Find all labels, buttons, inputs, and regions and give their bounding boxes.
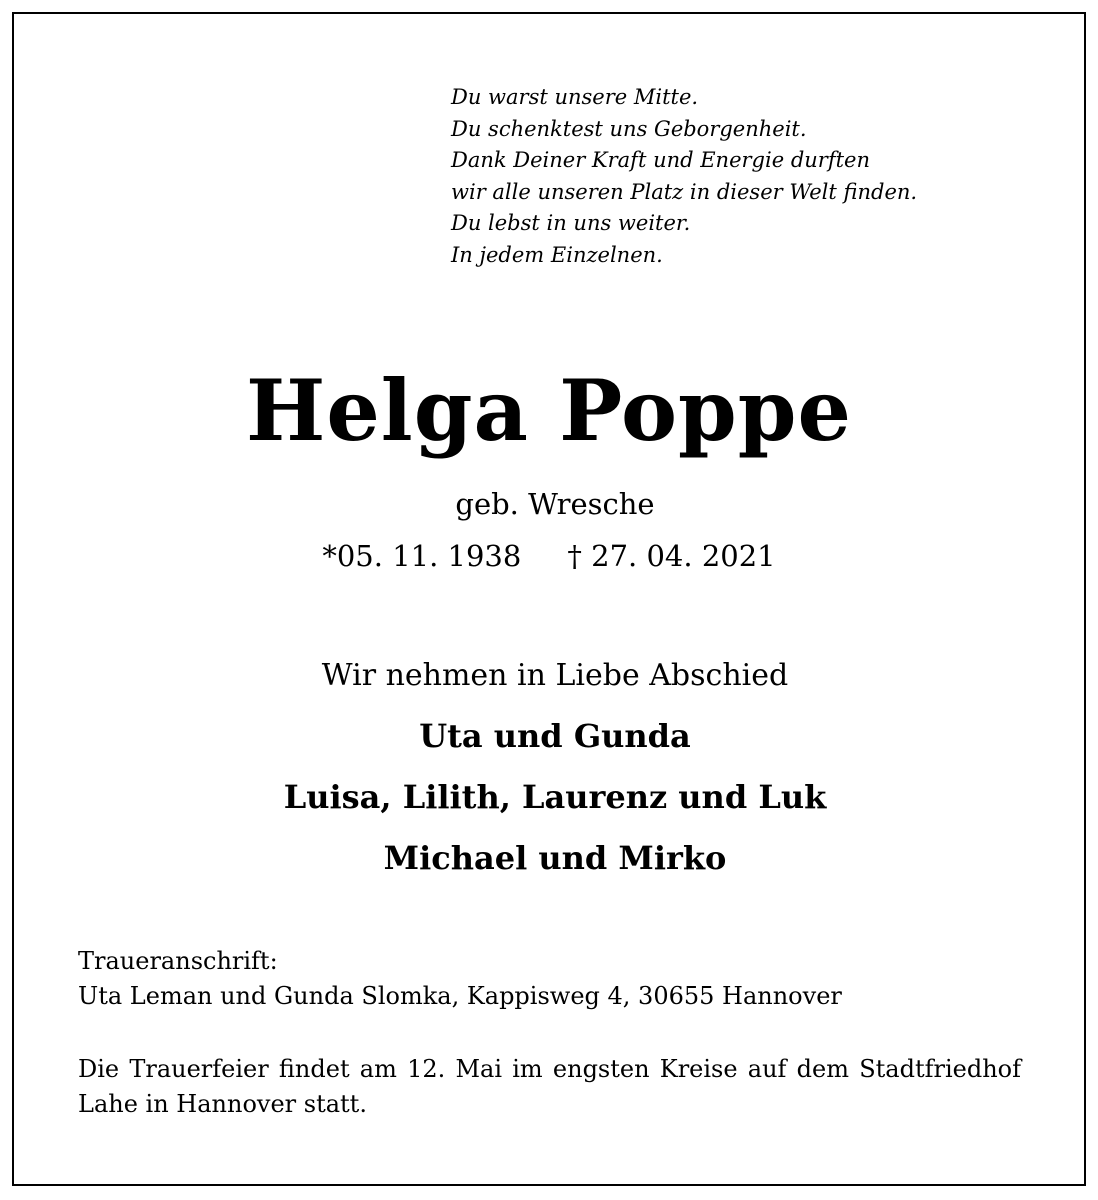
poem-line: wir alle unseren Platz in dieser Welt finden. [451, 179, 918, 204]
address-label: Traueranschrift: [78, 947, 278, 975]
poem-line: Dank Deiner Kraft und Energie durften [451, 148, 870, 172]
farewell-text: Wir nehmen in Liebe Abschied [321, 658, 789, 693]
poem-line: In jedem Einzelnen. [451, 242, 663, 267]
mourning-address [78, 944, 1023, 1014]
life-dates: *05. 11. 1938 † 27. 04. 2021 [322, 539, 776, 573]
poem-line: Du schenktest uns Geborgenheit. [451, 116, 807, 141]
mourners-list [0, 706, 1098, 889]
deceased-name: Helga Poppe [246, 361, 852, 460]
mourner-line: Uta und Gunda [419, 717, 691, 755]
mourner-line: Luisa, Lilith, Laurenz und Luk [283, 778, 827, 816]
poem-line: Du lebst in uns weiter. [451, 211, 691, 235]
address-text: Uta Leman und Gunda Slomka, Kappisweg 4, 30655 Hannover [78, 982, 842, 1010]
maiden-name: geb. Wresche [455, 487, 655, 521]
poem-line: Du warst unsere Mitte. [451, 85, 699, 109]
ceremony-notice: Die Trauerfeier findet am 12. Mai im engsten Kreise auf dem Stadtfriedhof Lahe in Hannover statt. [78, 1055, 1021, 1118]
poem [451, 82, 1051, 271]
mourner-line: Michael und Mirko [383, 839, 727, 877]
